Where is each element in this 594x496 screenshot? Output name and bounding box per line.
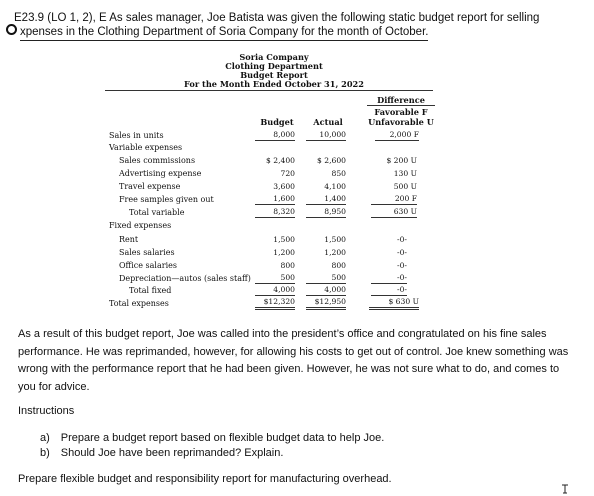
footer-text: Prepare flexible budget and responsibility report for manufacturing overhead. — [18, 473, 392, 485]
budget-header: Budget — [260, 117, 294, 127]
budget-value: 800 — [280, 261, 295, 270]
budget-value: $ 2,400 — [266, 156, 295, 165]
header-rule — [105, 90, 433, 91]
budget-value: 720 — [280, 169, 295, 178]
actual-header: Actual — [313, 117, 343, 127]
diff-header-3: Unfavorable U — [368, 117, 434, 127]
budget-value: 1,500 — [273, 235, 295, 244]
row-label: Depreciation—autos (sales staff) — [119, 274, 251, 283]
actual-value: 500 — [306, 273, 346, 284]
row-label: Total variable — [129, 208, 185, 217]
text-cursor-icon — [561, 484, 569, 494]
row-label: Fixed expenses — [109, 221, 172, 230]
problem-line-2: xpenses in the Clothing Department of Soria Company for the month of October. — [20, 25, 428, 41]
report-company: Soria Company — [239, 52, 309, 62]
row-label: Total expenses — [109, 299, 169, 308]
actual-total: $12,950 — [306, 297, 346, 310]
instructions-heading: Instructions — [18, 405, 75, 417]
actual-value: 850 — [331, 169, 346, 178]
budget-value: 4,000 — [255, 285, 295, 296]
row-label: Total fixed — [129, 286, 172, 295]
budget-value: 8,320 — [255, 207, 295, 218]
row-label: Variable expenses — [109, 143, 183, 152]
diff-value: 500 U — [393, 182, 417, 191]
row-label: Office salaries — [119, 261, 177, 270]
problem-line-1: E23.9 (LO 1, 2), E As sales manager, Joe Batista was given the following static budget report for selling — [14, 12, 540, 24]
instruction-a: a) Prepare a budget report based on flexible budget data to help Joe. — [40, 432, 385, 444]
budget-value: 8,000 — [255, 130, 295, 141]
actual-value: 1,200 — [324, 248, 346, 257]
diff-value: 2,000 F — [375, 130, 419, 141]
row-label: Sales commissions — [119, 156, 196, 165]
diff-rule — [367, 105, 435, 106]
report-title: Budget Report — [240, 70, 308, 80]
row-label: Advertising expense — [119, 169, 202, 178]
row-label: Rent — [119, 235, 139, 244]
actual-value: 1,400 — [306, 194, 346, 205]
diff-header-2: Favorable F — [374, 107, 428, 117]
budget-report — [105, 51, 535, 311]
report-period: For the Month Ended October 31, 2022 — [184, 79, 364, 89]
row-label: Sales in units — [109, 131, 164, 140]
actual-value: 4,100 — [324, 182, 346, 191]
budget-total: $12,320 — [255, 297, 295, 310]
budget-value: 1,600 — [255, 194, 295, 205]
scenario-paragraph: As a result of this budget report, Joe was called into the president’s office and congratulated on his fine sales performance. He was reprimanded, however, for allowing his costs to get out of control. Joe knew something was wrong with the performance report that he had been given. However, he was not sure what to do, and comes to you for advice. — [18, 328, 569, 393]
circle-icon — [6, 24, 17, 35]
diff-value: $ 200 U — [386, 156, 417, 165]
diff-value: -0- — [397, 235, 407, 244]
actual-value: 800 — [331, 261, 346, 270]
actual-value: 4,000 — [306, 285, 346, 296]
diff-value: -0- — [371, 273, 407, 284]
diff-value: -0- — [371, 285, 407, 296]
actual-value: 10,000 — [306, 130, 346, 141]
diff-header-1: Difference — [377, 95, 425, 105]
budget-value: 1,200 — [273, 248, 295, 257]
budget-value: 500 — [255, 273, 295, 284]
diff-value: -0- — [397, 261, 407, 270]
diff-value: 200 F — [371, 194, 417, 205]
row-label: Free samples given out — [119, 195, 214, 204]
diff-value: 630 U — [371, 207, 417, 218]
actual-value: 1,500 — [324, 235, 346, 244]
row-label: Travel expense — [119, 182, 181, 191]
budget-value: 3,600 — [273, 182, 295, 191]
row-label: Sales salaries — [119, 248, 175, 257]
diff-value: 130 U — [393, 169, 417, 178]
actual-value: 8,950 — [306, 207, 346, 218]
diff-total: $ 630 U — [369, 297, 419, 310]
diff-value: -0- — [397, 248, 407, 257]
report-department: Clothing Department — [225, 61, 323, 71]
instruction-b: b) Should Joe have been reprimanded? Explain. — [40, 447, 284, 459]
actual-value: $ 2,600 — [317, 156, 346, 165]
